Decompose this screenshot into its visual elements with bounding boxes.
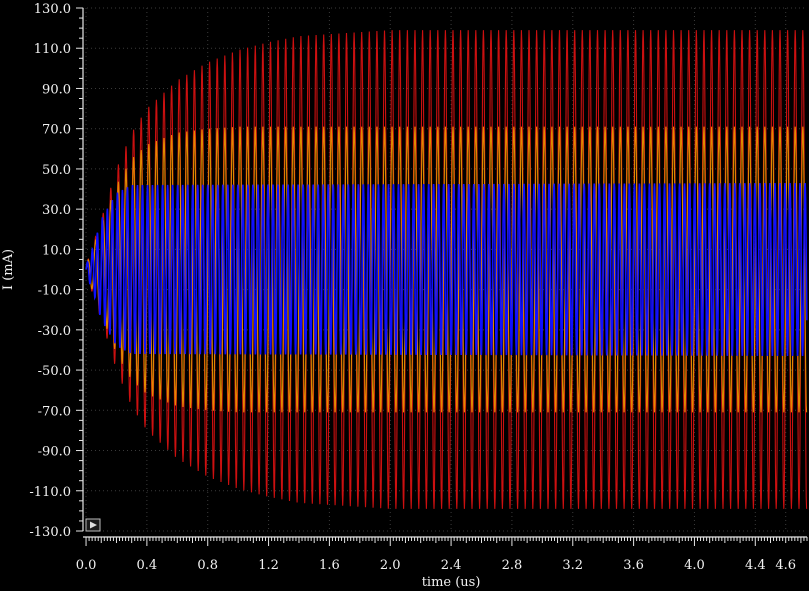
y-tick-label: 70.0 bbox=[42, 122, 71, 138]
y-axis-title: I (mA) bbox=[1, 248, 16, 291]
y-tick-label: -90.0 bbox=[37, 444, 71, 460]
y-tick-label: 110.0 bbox=[33, 42, 71, 58]
y-tick-label: 130.0 bbox=[33, 2, 71, 17]
x-tick-label: 2.4 bbox=[440, 558, 462, 573]
x-tick-label: 4.6 bbox=[775, 558, 797, 573]
x-axis-title: time (us) bbox=[421, 575, 481, 590]
y-tick-label: 50.0 bbox=[42, 162, 71, 178]
y-tick-label: -50.0 bbox=[37, 364, 71, 380]
x-tick-label: 2.0 bbox=[379, 558, 401, 573]
y-tick-label: -70.0 bbox=[37, 404, 71, 420]
x-tick-label: 1.2 bbox=[258, 558, 279, 573]
x-tick-label: 3.2 bbox=[562, 558, 584, 573]
y-tick-label: -10.0 bbox=[37, 283, 71, 299]
x-tick-label: 3.6 bbox=[623, 558, 644, 573]
x-tick-label: 0.0 bbox=[75, 558, 97, 573]
x-tick-label: 1.6 bbox=[319, 558, 340, 573]
x-tick-label: 4.0 bbox=[684, 558, 705, 573]
y-tick-label: 90.0 bbox=[42, 82, 71, 98]
x-tick-label: 0.8 bbox=[197, 558, 219, 573]
y-tick-label: 10.0 bbox=[42, 243, 71, 259]
x-tick-label: 2.8 bbox=[501, 558, 523, 573]
y-tick-label: -110.0 bbox=[29, 484, 71, 500]
y-tick-label: -30.0 bbox=[37, 323, 71, 339]
x-tick-label: 4.4 bbox=[744, 558, 766, 573]
x-tick-label: 0.4 bbox=[136, 558, 158, 573]
play-button[interactable] bbox=[86, 519, 100, 531]
y-tick-label: -130.0 bbox=[29, 525, 71, 540]
y-tick-label: 30.0 bbox=[42, 203, 71, 219]
